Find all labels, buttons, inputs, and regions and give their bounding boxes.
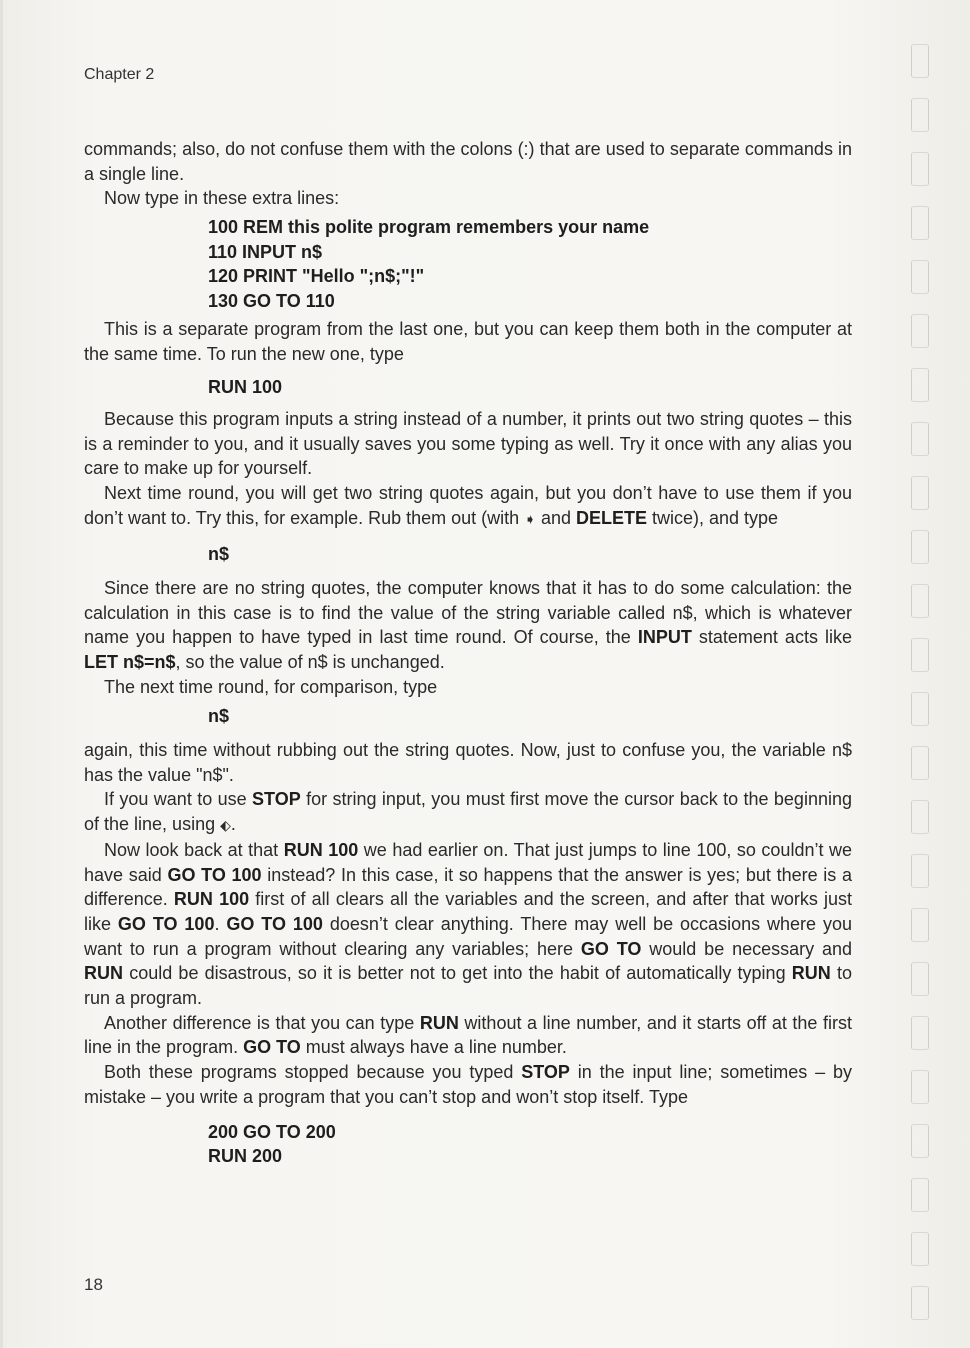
binder-ring bbox=[911, 800, 929, 834]
binder-ring bbox=[911, 1178, 929, 1212]
paragraph: Another difference is that you can type RUN without a line number, and it starts off at the first line in the program. GO TO must always have a line number. bbox=[84, 1012, 852, 1058]
code-line: RUN 100 bbox=[208, 376, 283, 397]
binder-ring bbox=[911, 1070, 929, 1104]
code-line: 100 REM this polite program remembers your name bbox=[208, 217, 650, 238]
page-body bbox=[84, 137, 852, 1169]
binder-ring bbox=[911, 314, 929, 348]
code-block bbox=[84, 375, 852, 400]
paragraph: Since there are no string quotes, the computer knows that it has to do some calculation: the calculation in this case is to find the value of the string variable called n$, which is whatever name you happen to have typed in last time round. Of course, the INPUT statement acts like LET n$=n$, so the value of n$ is unchanged. bbox=[84, 578, 852, 673]
code-line: 130 GO TO 110 bbox=[208, 290, 335, 311]
code-line: RUN 200 bbox=[208, 1146, 283, 1167]
page-left-edge bbox=[0, 0, 3, 1348]
right-arrow-key-icon: ➧ bbox=[524, 510, 536, 527]
binder-ring bbox=[911, 854, 929, 888]
code-line: n$ bbox=[208, 543, 230, 564]
binder-ring bbox=[911, 1124, 929, 1158]
paragraph: If you want to use STOP for string input, you must first move the cursor back to the beginning of the line, using ⬖. bbox=[84, 789, 852, 835]
binder-ring bbox=[911, 584, 929, 618]
binder-ring bbox=[911, 638, 929, 672]
binder-ring bbox=[911, 692, 929, 726]
binder-ring bbox=[911, 206, 929, 240]
code-block bbox=[84, 215, 852, 313]
code-block bbox=[84, 1120, 852, 1169]
paragraph: This is a separate program from the last one, but you can keep them both in the computer at the same time. To run the new one, type bbox=[84, 319, 852, 364]
binder-ring bbox=[911, 962, 929, 996]
binder-ring bbox=[911, 44, 929, 78]
paragraph: again, this time without rubbing out the string quotes. Now, just to confuse you, the variable n$ has the value "n$". bbox=[84, 740, 852, 785]
binder-holes bbox=[903, 30, 943, 1330]
paragraph: commands; also, do not confuse them with the colons (:) that are used to separate commands in a single line. bbox=[84, 139, 852, 184]
binder-ring bbox=[911, 152, 929, 186]
binder-ring bbox=[911, 476, 929, 510]
binder-ring bbox=[911, 530, 929, 564]
code-line: 110 INPUT n$ bbox=[208, 241, 323, 262]
paragraph: Next time round, you will get two string quotes again, but you don’t have to use them if you don’t want to. Try this, for example. Rub them out (with ➧ and DELETE twice), and type bbox=[84, 483, 852, 528]
binder-ring bbox=[911, 98, 929, 132]
paragraph: The next time round, for comparison, type bbox=[104, 676, 438, 697]
binder-ring bbox=[911, 422, 929, 456]
paragraph: Because this program inputs a string instead of a number, it prints out two string quotes – this is a reminder to you, and it usually saves you some typing as well. Try it once with any alias you care to make up for yourself. bbox=[84, 409, 852, 479]
left-arrow-key-icon: ⬖ bbox=[220, 817, 231, 834]
binder-ring bbox=[911, 908, 929, 942]
paragraph: Now type in these extra lines: bbox=[104, 188, 340, 209]
paragraph: Both these programs stopped because you typed STOP in the input line; sometimes – by mistake – you write a program that you can’t stop and won’t stop itself. Type bbox=[84, 1062, 852, 1107]
paragraph: Now look back at that RUN 100 we had earlier on. That just jumps to line 100, so couldn’t we have said GO TO 100 instead? In this case, it so happens that the answer is yes; but there is a difference. RUN 100 first of all clears all the variables and the screen, and after that works just like GO TO 100. GO TO 100 doesn’t clear anything. There may well be occasions where you want to run a program without clearing any variables; here GO TO would be necessary and RUN could be disastrous, so it is better not to get into the habit of automatically typing RUN to run a program. bbox=[84, 839, 853, 1009]
code-line: 200 GO TO 200 bbox=[208, 1121, 336, 1142]
binder-ring bbox=[911, 260, 929, 294]
binder-ring bbox=[911, 368, 929, 402]
binder-ring bbox=[911, 746, 929, 780]
code-block bbox=[84, 542, 852, 567]
page-number: 18 bbox=[84, 1275, 103, 1294]
binder-ring bbox=[911, 1232, 929, 1266]
binder-ring bbox=[911, 1286, 929, 1320]
chapter-header: Chapter 2 bbox=[84, 66, 155, 83]
binder-ring bbox=[911, 1016, 929, 1050]
code-line: n$ bbox=[208, 705, 230, 726]
code-line: 120 PRINT "Hello ";n$;"!" bbox=[208, 266, 425, 287]
code-block bbox=[84, 704, 852, 729]
